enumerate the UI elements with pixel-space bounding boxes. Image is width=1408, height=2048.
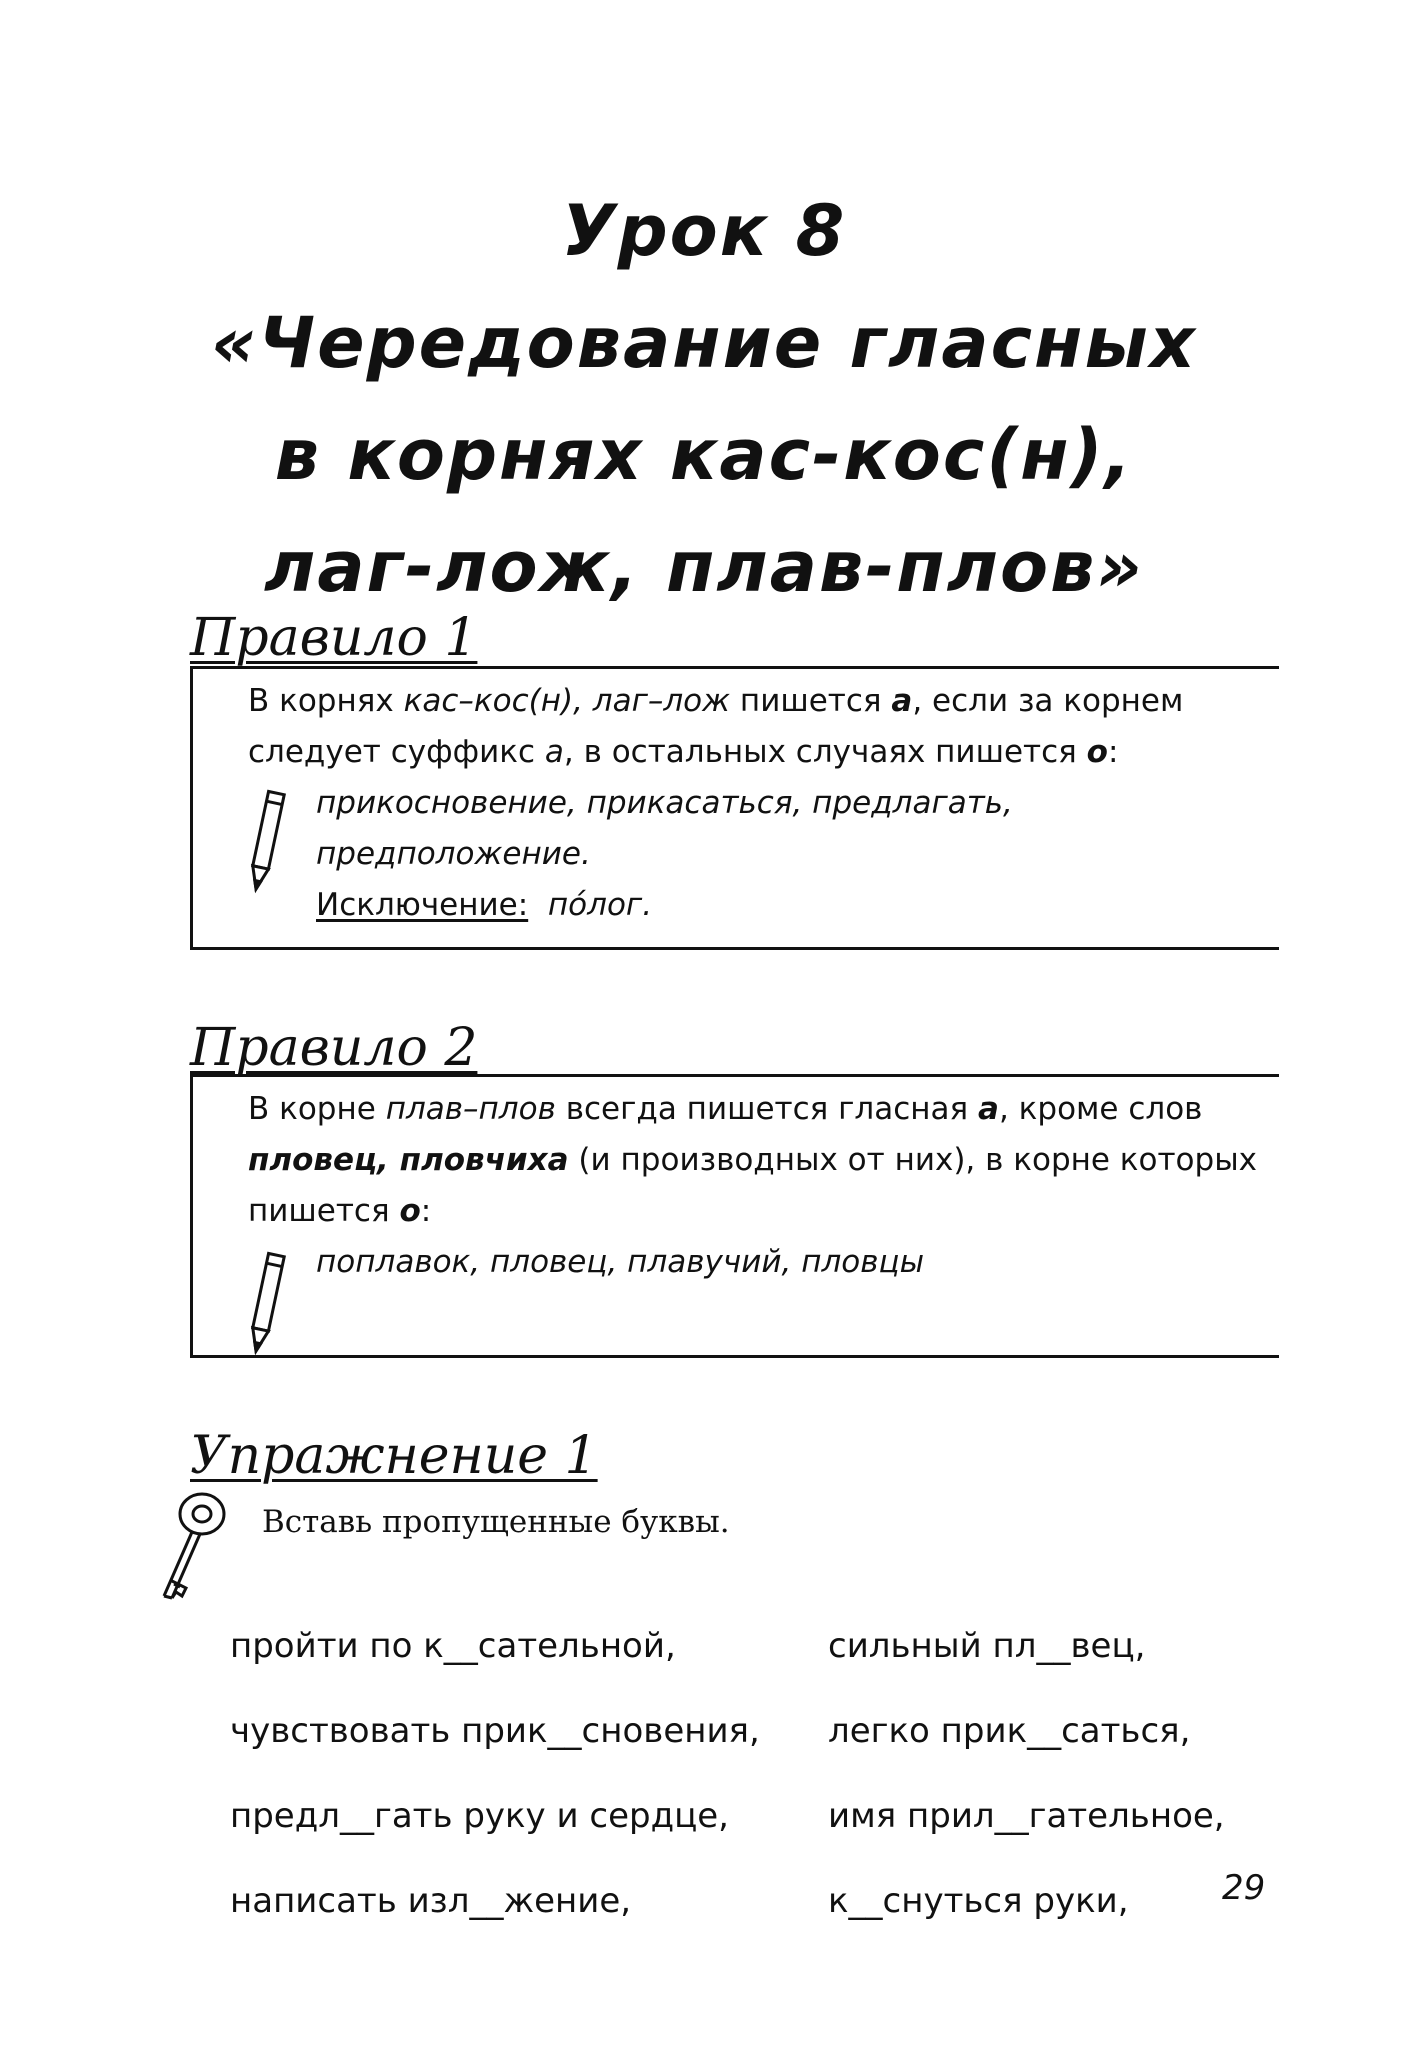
rule-1-exception: Исключение: по́лог.: [316, 887, 653, 923]
pencil-icon: [244, 786, 288, 898]
rule-2-heading: Правило 2: [190, 1018, 478, 1078]
exercise-item: предл__гать руку и сердце,: [230, 1796, 729, 1836]
exercise-item: легко прик__саться,: [828, 1711, 1191, 1751]
title-line-3: в корнях кас-кос(н),: [274, 414, 1134, 496]
rule-1-line-1: В корнях кас–кос(н), лаг–лож пишется а, если за корнем: [248, 683, 1184, 719]
exercise-right-column: [828, 1604, 1225, 1944]
exercise-item: к__снуться руки,: [828, 1881, 1129, 1921]
page-number: 29: [1222, 1868, 1266, 1908]
rule-1-text: [248, 676, 1288, 931]
lesson-title: [0, 175, 1408, 623]
exercise-item: пройти по к__сательной,: [230, 1626, 676, 1666]
title-line-4: лаг-лож, плав-плов»: [264, 526, 1144, 608]
exercise-item: чувствовать прик__сновения,: [230, 1711, 760, 1751]
rule-1-examples-2: предположение.: [316, 836, 591, 872]
title-line-1: Урок 8: [561, 190, 847, 272]
key-icon: [150, 1488, 246, 1618]
exercise-item: написать изл__жение,: [230, 1881, 632, 1921]
pencil-icon: [244, 1248, 288, 1360]
rule-2-examples: поплавок, пловец, плавучий, пловцы: [316, 1244, 925, 1280]
exercise-heading: Упражнение 1: [190, 1426, 598, 1486]
exercise-item: имя прил__гательное,: [828, 1796, 1225, 1836]
rule-2-text: [248, 1084, 1288, 1288]
rule-2-line-1: В корне плав–плов всегда пишется гласная а, кроме слов: [248, 1091, 1203, 1127]
rule-2-line-2: пловец, пловчиха (и производных от них), в корне которых: [248, 1142, 1258, 1178]
exercise-left-column: [230, 1604, 760, 1944]
exercise-task: Вставь пропущенные буквы.: [262, 1504, 730, 1540]
rule-1-heading: Правило 1: [190, 608, 478, 668]
exercise-item: сильный пл__вец,: [828, 1626, 1146, 1666]
rule-2-line-3: пишется о:: [248, 1193, 432, 1229]
rule-1-line-2: следует суффикс а, в остальных случаях пишется о:: [248, 734, 1119, 770]
title-line-2: «Чередование гласных: [211, 302, 1197, 384]
rule-1-examples-1: прикосновение, прикасаться, предлагать,: [316, 785, 1013, 821]
